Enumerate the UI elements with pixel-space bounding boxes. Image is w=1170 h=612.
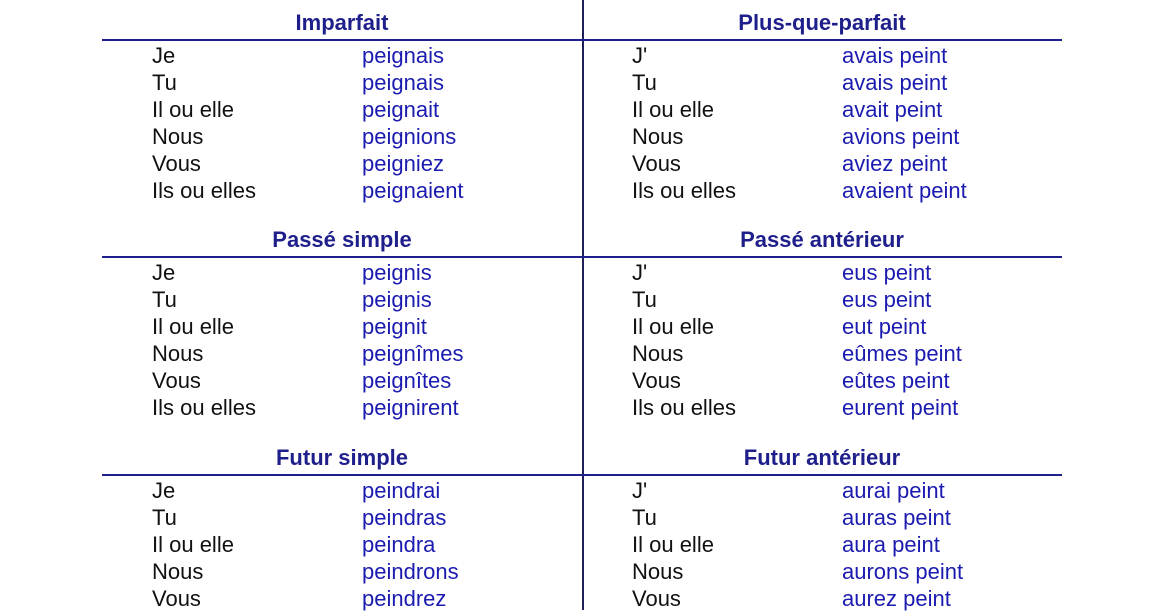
verb-form: avais peint [842,43,948,68]
pronoun: Je [152,43,176,68]
verb-form: peignirent [362,395,459,420]
verb-form: aurai peint [842,478,945,503]
verb-form: peindrai [362,478,441,503]
conjugation-row [582,477,1062,504]
pronoun: Je [152,478,176,503]
pronoun: Nous [632,124,684,149]
tense-block-passe-anterieur [582,223,1062,421]
pronoun: Vous [152,151,201,176]
pronoun: Il ou elle [152,314,234,339]
conjugation-row [582,286,1062,313]
verb-form: eus peint [842,260,932,285]
conjugation-row [102,259,582,286]
verb-form: aurons peint [842,559,964,584]
tense-title: Futur simple [102,441,582,476]
verb-form: peignaient [362,178,464,203]
verb-form: peindra [362,532,436,557]
pronoun: Tu [152,70,177,95]
pronoun: Nous [632,559,684,584]
verb-form: avions peint [842,124,960,149]
verb-form: eurent peint [842,395,959,420]
verb-form: aura peint [842,532,940,557]
verb-form: eûtes peint [842,368,950,393]
conjugation-row [582,69,1062,96]
conjugation-row [102,531,582,558]
conjugation-row [582,150,1062,177]
conjugation-row [582,394,1062,421]
pronoun: Ils ou elles [152,178,256,203]
pronoun: Vous [632,151,681,176]
conjugation-row [582,42,1062,69]
verb-form: peindrons [362,559,459,584]
conjugation-row [582,340,1062,367]
conjugation-row [102,340,582,367]
tense-block-plus-que-parfait [582,6,1062,204]
pronoun: Il ou elle [632,532,714,557]
pronoun: Il ou elle [632,97,714,122]
verb-form: peignis [362,260,432,285]
verb-form: peindras [362,505,447,530]
conjugation-row [102,96,582,123]
pronoun: J' [632,260,648,285]
conjugation-row [102,286,582,313]
pronoun: Tu [152,505,177,530]
verb-form: avait peint [842,97,943,122]
pronoun: J' [632,43,648,68]
verb-form: peignîtes [362,368,452,393]
pronoun: Tu [632,287,657,312]
verb-form: auras peint [842,505,951,530]
conjugation-row [582,504,1062,531]
verb-form: peignais [362,43,444,68]
conjugation-row [102,394,582,421]
pronoun: Vous [632,586,681,611]
conjugation-row [102,177,582,204]
conjugation-row [102,558,582,585]
pronoun: Il ou elle [632,314,714,339]
pronoun: Je [152,260,176,285]
conjugation-row [582,259,1062,286]
conjugation-row [582,531,1062,558]
conjugation-row [102,42,582,69]
pronoun: Tu [152,287,177,312]
pronoun: Il ou elle [152,532,234,557]
tense-block-imparfait [102,6,582,204]
pronoun: Il ou elle [152,97,234,122]
pronoun: Nous [152,559,204,584]
conjugation-row [582,558,1062,585]
conjugation-row [102,150,582,177]
verb-form: aurez peint [842,586,951,611]
conjugation-row [582,123,1062,150]
verb-form: avaient peint [842,178,967,203]
pronoun: Vous [632,368,681,393]
pronoun: Nous [632,341,684,366]
verb-form: aviez peint [842,151,948,176]
conjugation-row [582,313,1062,340]
conjugation-row [102,367,582,394]
verb-form: eûmes peint [842,341,962,366]
tense-title: Plus-que-parfait [582,6,1062,41]
pronoun: J' [632,478,648,503]
pronoun: Tu [632,70,657,95]
pronoun: Nous [152,341,204,366]
conjugation-row [582,367,1062,394]
verb-form: peindrez [362,586,447,611]
conjugation-row [102,585,582,612]
tense-title: Imparfait [102,6,582,41]
pronoun: Tu [632,505,657,530]
conjugation-row [582,585,1062,612]
pronoun: Ils ou elles [632,178,736,203]
verb-form: peigniez [362,151,444,176]
verb-form: peignait [362,97,440,122]
conjugation-row [102,504,582,531]
verb-form: peignîmes [362,341,464,366]
pronoun: Ils ou elles [632,395,736,420]
tense-title: Passé simple [102,223,582,258]
conjugation-row [102,477,582,504]
pronoun: Nous [152,124,204,149]
conjugation-row [102,69,582,96]
conjugation-row [102,123,582,150]
conjugation-row [582,96,1062,123]
tense-title: Passé antérieur [582,223,1062,258]
verb-form: eus peint [842,287,932,312]
conjugation-row [102,313,582,340]
pronoun: Vous [152,586,201,611]
pronoun: Vous [152,368,201,393]
tense-title: Futur antérieur [582,441,1062,476]
verb-form: peignais [362,70,444,95]
verb-form: peignit [362,314,427,339]
verb-form: avais peint [842,70,948,95]
verb-form: eut peint [842,314,927,339]
verb-form: peignions [362,124,457,149]
verb-form: peignis [362,287,432,312]
tense-block-passe-simple [102,223,582,421]
tense-block-futur-anterieur [582,441,1062,612]
conjugation-row [582,177,1062,204]
pronoun: Ils ou elles [152,395,256,420]
tense-block-futur-simple [102,441,582,612]
